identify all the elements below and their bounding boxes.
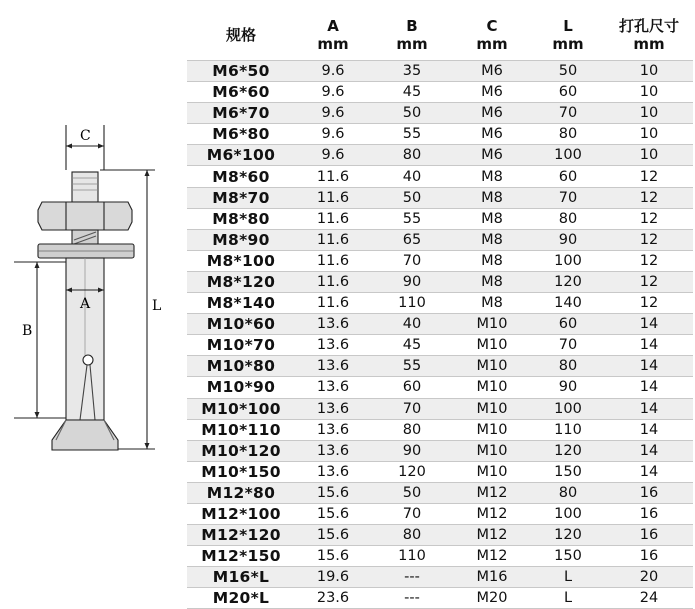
table-cell: 20 bbox=[605, 567, 693, 588]
table-cell: 70 bbox=[371, 398, 453, 419]
table-cell: 11.6 bbox=[295, 271, 371, 292]
table-cell: M10 bbox=[453, 398, 531, 419]
table-cell: M10 bbox=[453, 377, 531, 398]
table-cell: 16 bbox=[605, 546, 693, 567]
table-cell: 80 bbox=[531, 208, 605, 229]
table-row bbox=[187, 187, 693, 208]
table-cell: M8*70 bbox=[187, 187, 295, 208]
table-row bbox=[187, 440, 693, 461]
column-header-name: B bbox=[406, 17, 418, 35]
table-cell: M12 bbox=[453, 525, 531, 546]
table-cell: 45 bbox=[371, 82, 453, 103]
table-cell: 14 bbox=[605, 335, 693, 356]
table-cell: 55 bbox=[371, 124, 453, 145]
table-cell: 100 bbox=[531, 145, 605, 166]
table-cell: 14 bbox=[605, 461, 693, 482]
table-cell: M6 bbox=[453, 145, 531, 166]
column-header-unit: mm bbox=[633, 35, 665, 53]
table-cell: M6 bbox=[453, 61, 531, 82]
table-row bbox=[187, 314, 693, 335]
table-cell: 19.6 bbox=[295, 567, 371, 588]
table-cell: 12 bbox=[605, 208, 693, 229]
table-cell: M10*100 bbox=[187, 398, 295, 419]
table-cell: 110 bbox=[371, 546, 453, 567]
table-cell: M6*100 bbox=[187, 145, 295, 166]
column-header bbox=[531, 10, 605, 61]
table-cell: 80 bbox=[371, 525, 453, 546]
table-cell: 13.6 bbox=[295, 335, 371, 356]
table-cell: 16 bbox=[605, 503, 693, 524]
table-cell: M12*150 bbox=[187, 546, 295, 567]
table-cell: 40 bbox=[371, 314, 453, 335]
table-cell: M8 bbox=[453, 208, 531, 229]
table-cell: M8*120 bbox=[187, 271, 295, 292]
table-cell: 11.6 bbox=[295, 187, 371, 208]
table-cell: 10 bbox=[605, 61, 693, 82]
table-cell: M8 bbox=[453, 293, 531, 314]
table-cell: 65 bbox=[371, 229, 453, 250]
table-cell: 70 bbox=[531, 187, 605, 208]
table-cell: 70 bbox=[531, 335, 605, 356]
table-cell: 70 bbox=[371, 250, 453, 271]
table-cell: 13.6 bbox=[295, 419, 371, 440]
column-header bbox=[187, 10, 295, 61]
table-cell: M12 bbox=[453, 482, 531, 503]
column-header-unit: mm bbox=[396, 35, 428, 53]
table-cell: 150 bbox=[531, 461, 605, 482]
table-row bbox=[187, 525, 693, 546]
table-cell: 70 bbox=[531, 103, 605, 124]
table-cell: 12 bbox=[605, 271, 693, 292]
table-cell: 100 bbox=[531, 503, 605, 524]
table-cell: M8*80 bbox=[187, 208, 295, 229]
table-cell: M6 bbox=[453, 124, 531, 145]
table-cell: 50 bbox=[371, 103, 453, 124]
label-l: L bbox=[152, 298, 162, 314]
table-cell: 60 bbox=[531, 82, 605, 103]
table-cell: 50 bbox=[371, 187, 453, 208]
table-cell: 120 bbox=[531, 525, 605, 546]
table-cell: M6 bbox=[453, 103, 531, 124]
table-cell: 10 bbox=[605, 124, 693, 145]
table-row bbox=[187, 356, 693, 377]
table-cell: M10 bbox=[453, 356, 531, 377]
table-cell: 24 bbox=[605, 588, 693, 609]
table-cell: 16 bbox=[605, 525, 693, 546]
table-cell: M8*140 bbox=[187, 293, 295, 314]
table-row bbox=[187, 377, 693, 398]
table-row bbox=[187, 567, 693, 588]
b-arrow-top bbox=[35, 262, 40, 268]
table-cell: 12 bbox=[605, 293, 693, 314]
table-cell: 14 bbox=[605, 314, 693, 335]
table-cell: 35 bbox=[371, 61, 453, 82]
anchor-bolt-diagram bbox=[0, 0, 190, 600]
table-cell: 90 bbox=[531, 229, 605, 250]
table-cell: M20*L bbox=[187, 588, 295, 609]
table-cell: 80 bbox=[531, 356, 605, 377]
table-cell: 15.6 bbox=[295, 482, 371, 503]
table-cell: 13.6 bbox=[295, 398, 371, 419]
table-cell: 140 bbox=[531, 293, 605, 314]
table-row bbox=[187, 482, 693, 503]
label-c: C bbox=[80, 128, 91, 144]
table-cell: M8*60 bbox=[187, 166, 295, 187]
table-cell: 55 bbox=[371, 208, 453, 229]
table-cell: M8*100 bbox=[187, 250, 295, 271]
table-cell: 12 bbox=[605, 250, 693, 271]
table-cell: 15.6 bbox=[295, 525, 371, 546]
label-a: A bbox=[80, 296, 91, 312]
table-cell: 9.6 bbox=[295, 124, 371, 145]
table-row bbox=[187, 503, 693, 524]
table-cell: 50 bbox=[371, 482, 453, 503]
table-cell: 80 bbox=[371, 145, 453, 166]
column-header-name: 规格 bbox=[225, 26, 256, 44]
table-cell: M6*60 bbox=[187, 82, 295, 103]
table-cell: 100 bbox=[531, 398, 605, 419]
table-cell: 55 bbox=[371, 356, 453, 377]
table-cell: 12 bbox=[605, 166, 693, 187]
table-row bbox=[187, 293, 693, 314]
specification-table bbox=[187, 10, 693, 609]
table-cell: 14 bbox=[605, 440, 693, 461]
table-cell: 60 bbox=[531, 166, 605, 187]
table-cell: M12*80 bbox=[187, 482, 295, 503]
table-row bbox=[187, 61, 693, 82]
table-cell: 70 bbox=[371, 503, 453, 524]
table-cell: 120 bbox=[531, 440, 605, 461]
table-cell: 10 bbox=[605, 82, 693, 103]
table-cell: 13.6 bbox=[295, 356, 371, 377]
table-cell: 60 bbox=[531, 314, 605, 335]
table-cell: 40 bbox=[371, 166, 453, 187]
table-cell: 9.6 bbox=[295, 103, 371, 124]
table-cell: M10*120 bbox=[187, 440, 295, 461]
table-cell: 15.6 bbox=[295, 503, 371, 524]
table-cell: M10*90 bbox=[187, 377, 295, 398]
column-header-name: A bbox=[327, 17, 339, 35]
table-cell: M12*120 bbox=[187, 525, 295, 546]
column-header-name: 打孔尺寸 bbox=[618, 17, 679, 35]
table-cell: 11.6 bbox=[295, 293, 371, 314]
table-row bbox=[187, 208, 693, 229]
table-row bbox=[187, 250, 693, 271]
table-cell: M16 bbox=[453, 567, 531, 588]
table-cell: 120 bbox=[531, 271, 605, 292]
table-cell: M8 bbox=[453, 187, 531, 208]
column-header bbox=[453, 10, 531, 61]
sleeve-slot-hole bbox=[83, 355, 93, 365]
table-cell: 12 bbox=[605, 229, 693, 250]
table-cell: M10 bbox=[453, 440, 531, 461]
table-cell: M16*L bbox=[187, 567, 295, 588]
table-cell: 45 bbox=[371, 335, 453, 356]
table-cell: M8 bbox=[453, 229, 531, 250]
table-cell: L bbox=[531, 588, 605, 609]
table-cell: M6*80 bbox=[187, 124, 295, 145]
column-header-name: C bbox=[486, 17, 498, 35]
table-cell: 11.6 bbox=[295, 208, 371, 229]
table-cell: M10 bbox=[453, 314, 531, 335]
table-cell: M10*150 bbox=[187, 461, 295, 482]
table-cell: 110 bbox=[531, 419, 605, 440]
threaded-stud bbox=[72, 172, 98, 202]
column-header-name: L bbox=[563, 17, 573, 35]
table-header-row bbox=[187, 10, 693, 61]
table-cell: 16 bbox=[605, 482, 693, 503]
l-arrow-top bbox=[145, 170, 150, 176]
table-cell: 13.6 bbox=[295, 461, 371, 482]
table-cell: M8 bbox=[453, 166, 531, 187]
column-header bbox=[605, 10, 693, 61]
column-header bbox=[371, 10, 453, 61]
table-cell: 10 bbox=[605, 103, 693, 124]
hex-nut bbox=[38, 202, 132, 230]
table-row bbox=[187, 82, 693, 103]
table-cell: 13.6 bbox=[295, 377, 371, 398]
table-row bbox=[187, 271, 693, 292]
table-cell: 11.6 bbox=[295, 229, 371, 250]
table-row bbox=[187, 419, 693, 440]
column-header-unit: mm bbox=[552, 35, 584, 53]
table-cell: M12 bbox=[453, 546, 531, 567]
table-cell: 14 bbox=[605, 419, 693, 440]
table-cell: 9.6 bbox=[295, 82, 371, 103]
table-cell: 150 bbox=[531, 546, 605, 567]
expansion-cone bbox=[52, 420, 118, 450]
table-cell: M6*50 bbox=[187, 61, 295, 82]
table-body bbox=[187, 61, 693, 609]
table-cell: M8 bbox=[453, 271, 531, 292]
table-cell: 120 bbox=[371, 461, 453, 482]
table-cell: 14 bbox=[605, 377, 693, 398]
table-cell: 13.6 bbox=[295, 440, 371, 461]
table-cell: 9.6 bbox=[295, 145, 371, 166]
table-cell: M10 bbox=[453, 461, 531, 482]
table-cell: M12 bbox=[453, 503, 531, 524]
table-cell: 12 bbox=[605, 187, 693, 208]
table-cell: 90 bbox=[531, 377, 605, 398]
label-b: B bbox=[22, 323, 33, 339]
table-cell: M10*60 bbox=[187, 314, 295, 335]
c-arrow-left bbox=[66, 144, 72, 149]
table-cell: M20 bbox=[453, 588, 531, 609]
table-cell: M10 bbox=[453, 335, 531, 356]
table-cell: 9.6 bbox=[295, 61, 371, 82]
table-cell: 15.6 bbox=[295, 546, 371, 567]
table-cell: M10*80 bbox=[187, 356, 295, 377]
table-cell: 13.6 bbox=[295, 314, 371, 335]
table-cell: 50 bbox=[531, 61, 605, 82]
table-cell: 14 bbox=[605, 398, 693, 419]
table-row bbox=[187, 103, 693, 124]
table-row bbox=[187, 398, 693, 419]
table-cell: 11.6 bbox=[295, 250, 371, 271]
table-cell: L bbox=[531, 567, 605, 588]
table-cell: 90 bbox=[371, 440, 453, 461]
table-cell: 80 bbox=[371, 419, 453, 440]
table-cell: 110 bbox=[371, 293, 453, 314]
table-cell: M6 bbox=[453, 82, 531, 103]
table-cell: 80 bbox=[531, 482, 605, 503]
column-header-unit: mm bbox=[317, 35, 349, 53]
table-cell: M10*110 bbox=[187, 419, 295, 440]
table-row bbox=[187, 166, 693, 187]
table-cell: M12*100 bbox=[187, 503, 295, 524]
table-cell: 14 bbox=[605, 356, 693, 377]
table-row bbox=[187, 145, 693, 166]
table-row bbox=[187, 546, 693, 567]
table-cell: M10 bbox=[453, 419, 531, 440]
table-cell: 80 bbox=[531, 124, 605, 145]
table-cell: 100 bbox=[531, 250, 605, 271]
table-cell: 10 bbox=[605, 145, 693, 166]
table-cell: 23.6 bbox=[295, 588, 371, 609]
table-cell: 11.6 bbox=[295, 166, 371, 187]
c-arrow-right bbox=[98, 144, 104, 149]
table-cell: M8 bbox=[453, 250, 531, 271]
table-row bbox=[187, 124, 693, 145]
table-cell: M10*70 bbox=[187, 335, 295, 356]
table-cell: M6*70 bbox=[187, 103, 295, 124]
table-cell: 60 bbox=[371, 377, 453, 398]
table-row bbox=[187, 335, 693, 356]
table-row bbox=[187, 461, 693, 482]
table-row bbox=[187, 229, 693, 250]
table-cell: --- bbox=[371, 567, 453, 588]
table-cell: --- bbox=[371, 588, 453, 609]
column-header bbox=[295, 10, 371, 61]
table-cell: M8*90 bbox=[187, 229, 295, 250]
l-arrow-bottom bbox=[145, 443, 150, 449]
column-header-unit: mm bbox=[476, 35, 508, 53]
b-arrow-bottom bbox=[35, 412, 40, 418]
table-row bbox=[187, 588, 693, 609]
table-cell: 90 bbox=[371, 271, 453, 292]
